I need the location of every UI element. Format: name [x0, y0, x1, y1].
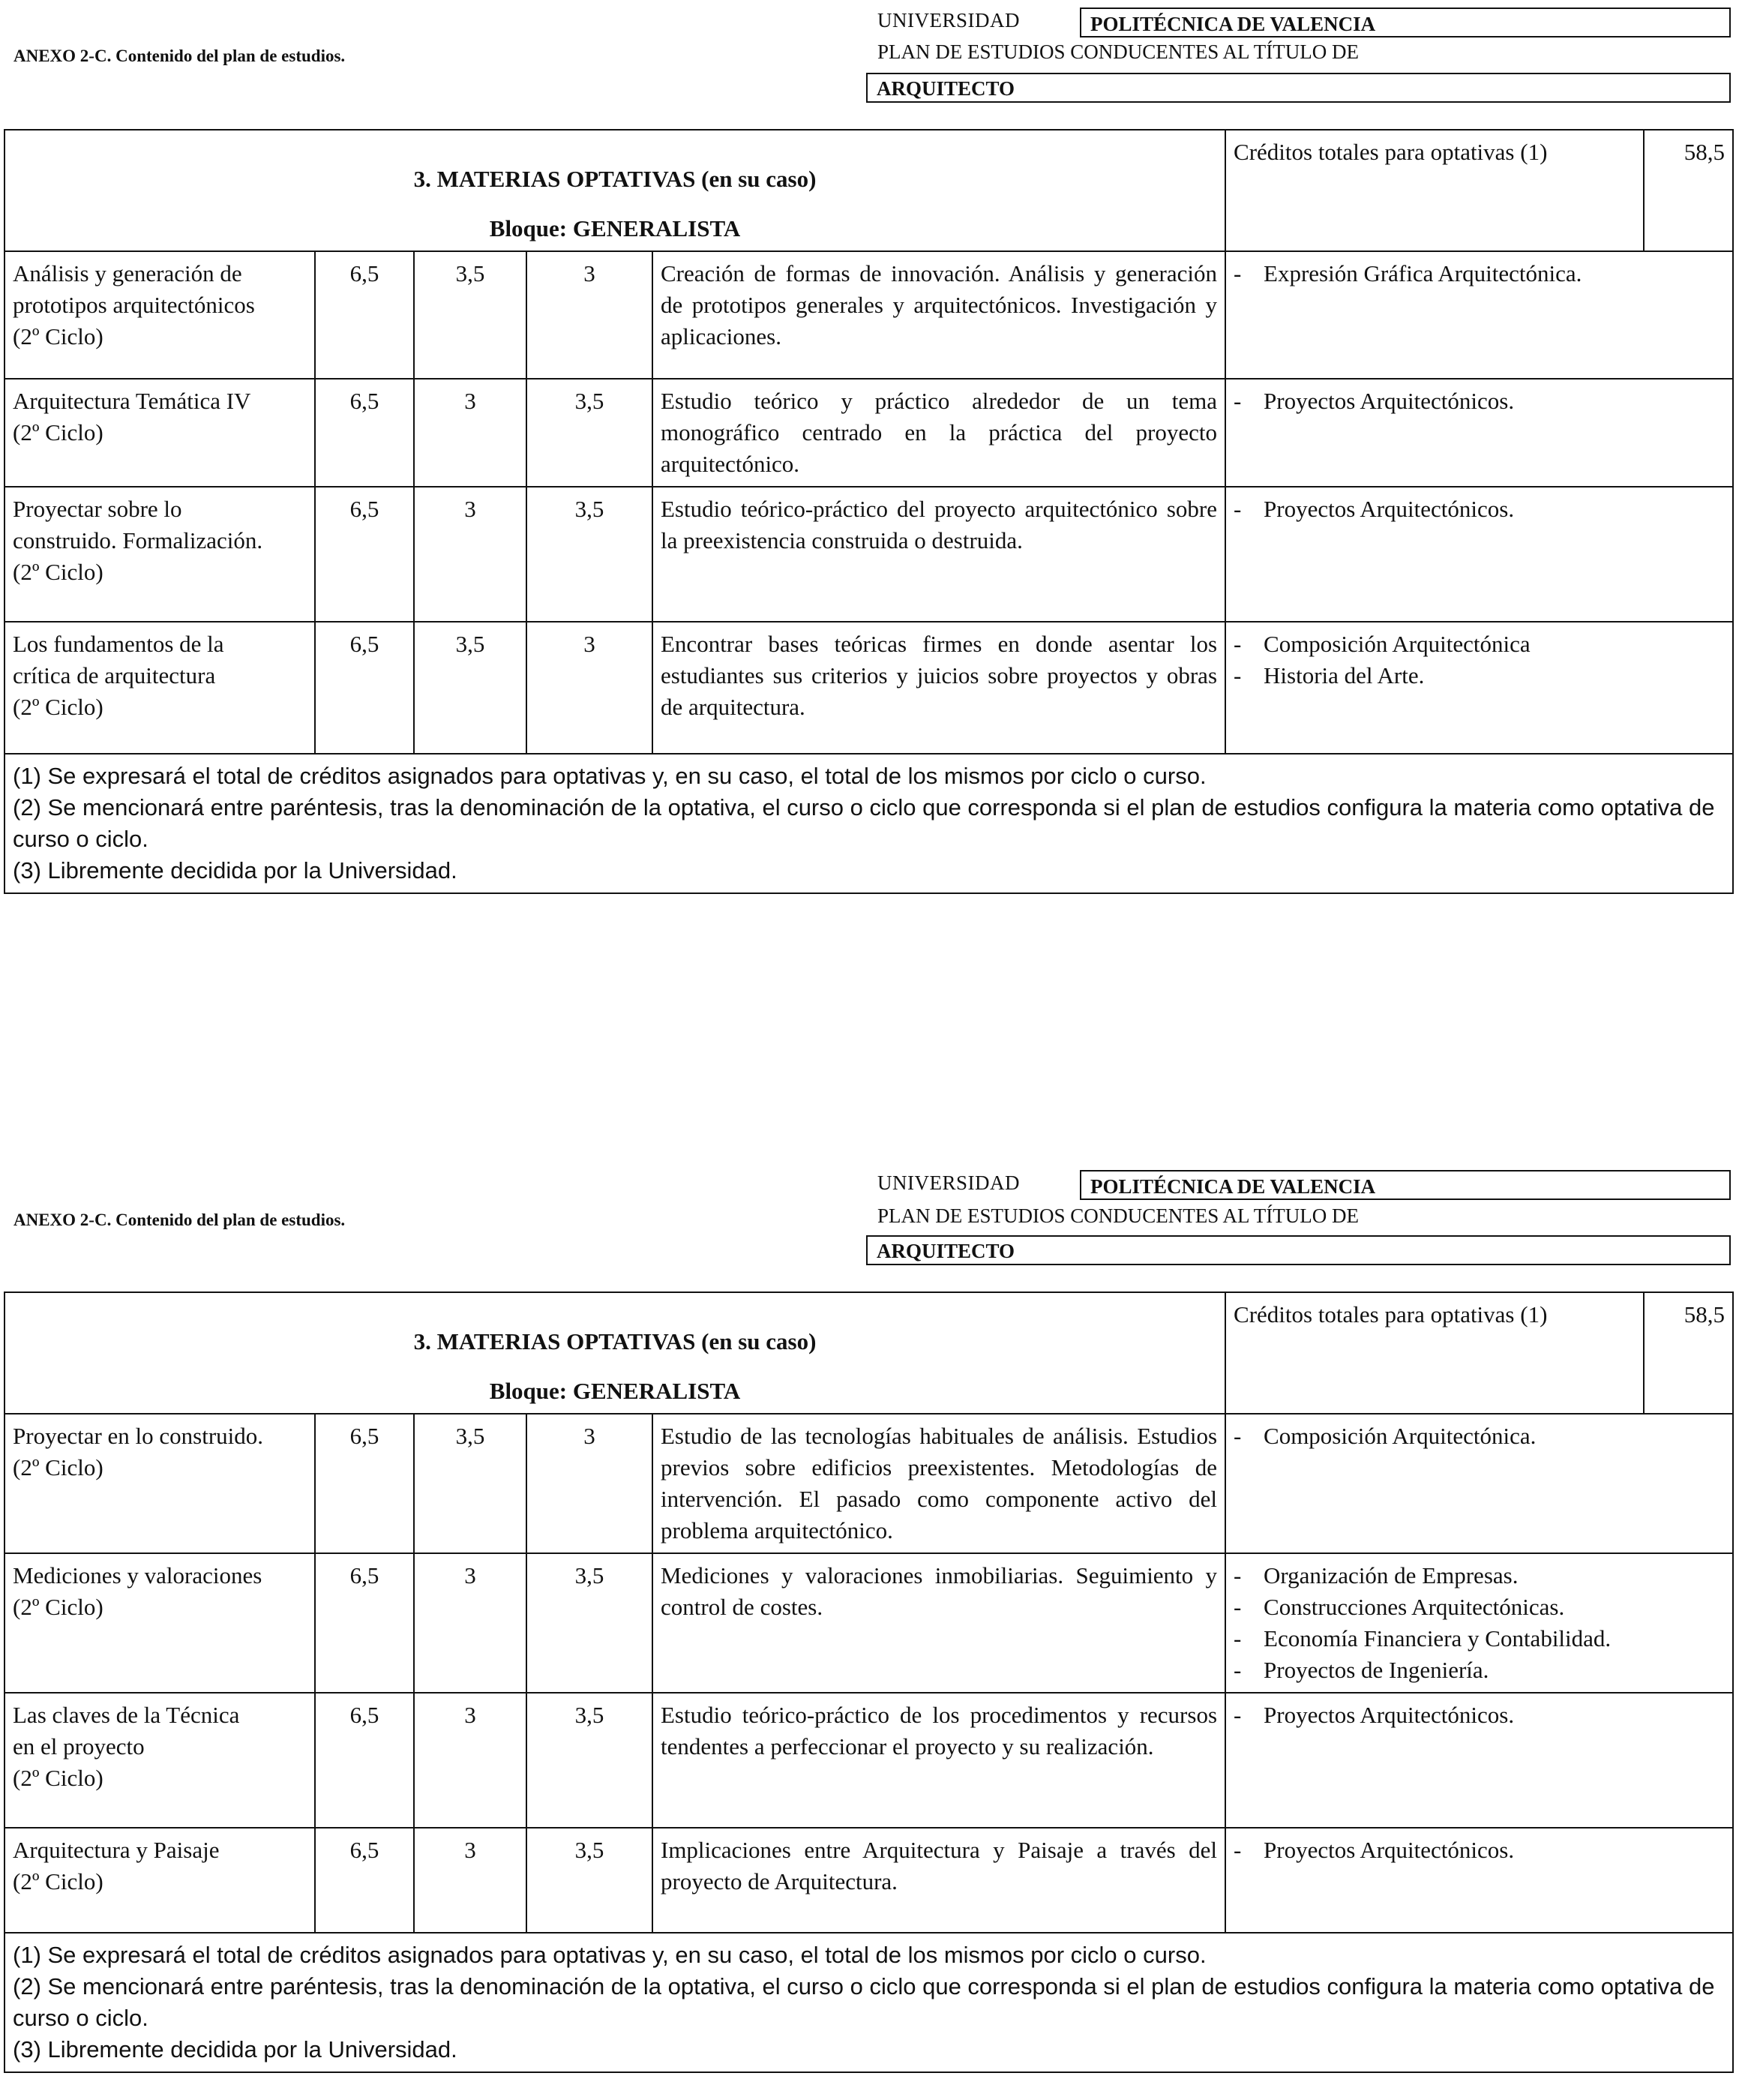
university-name: POLITÉCNICA DE VALENCIA [1080, 1170, 1731, 1200]
plan-line: PLAN DE ESTUDIOS CONDUCENTES AL TÍTULO DE [877, 40, 1359, 63]
section-title: 3. MATERIAS OPTATIVAS [413, 166, 696, 192]
subject-name: Proyectar en lo construido. (2º Ciclo) [4, 1414, 315, 1553]
theory-credits: 3 [414, 487, 526, 622]
credits-label: Créditos totales para optativas (1) [1225, 1292, 1644, 1414]
university-name: POLITÉCNICA DE VALENCIA [1080, 8, 1731, 38]
university-label: UNIVERSIDAD [877, 9, 1020, 32]
university-label: UNIVERSIDAD [877, 1172, 1020, 1194]
section-title-note: (en su caso) [701, 1328, 817, 1354]
subject-name: Mediciones y valoraciones (2º Ciclo) [4, 1553, 315, 1693]
table-row [4, 1414, 1733, 1553]
section-title: 3. MATERIAS OPTATIVAS [413, 1328, 696, 1354]
table-row [4, 622, 1733, 754]
knowledge-areas: - Organización de Empresas. - Construcciones Arquitectónicas. - Economía Financiera y Contabilidad. - Proyectos de Ingeniería. [1225, 1553, 1733, 1693]
subject-description: Mediciones y valoraciones inmobiliarias. Seguimiento y control de costes. [652, 1553, 1225, 1693]
table-row [4, 1553, 1733, 1693]
footnote-2: (2) Se mencionará entre paréntesis, tras la denominación de la optativa, el curso o ciclo que corresponda si el plan de estudios configura la materia como optativa de curso o ciclo. [13, 794, 1715, 852]
section-header [4, 130, 1225, 251]
footnote-1: (1) Se expresará el total de créditos asignados para optativas y, en su caso, el total de los mismos por ciclo o curso. [13, 1942, 1207, 1968]
theory-credits: 3 [414, 1693, 526, 1828]
page-2 [0, 1162, 1739, 2100]
practice-credits: 3,5 [526, 487, 652, 622]
table-row [4, 487, 1733, 622]
subject-description: Estudio de las tecnologías habituales de análisis. Estudios previos sobre edificios preexistentes. Metodologías de intervención. El pasado como componente activo del problema arquitectónico. [652, 1414, 1225, 1553]
footnote-1: (1) Se expresará el total de créditos asignados para optativas y, en su caso, el total de los mismos por ciclo o curso. [13, 763, 1207, 789]
total-credits: 6,5 [315, 487, 414, 622]
knowledge-areas: - Proyectos Arquitectónicos. [1225, 379, 1733, 487]
subjects-table [4, 1292, 1734, 2073]
total-credits: 6,5 [315, 1828, 414, 1933]
subject-description: Estudio teórico y práctico alrededor de un tema monográfico centrado en la práctica del proyecto arquitectónico. [652, 379, 1225, 487]
plan-line: PLAN DE ESTUDIOS CONDUCENTES AL TÍTULO DE [877, 1204, 1359, 1227]
theory-credits: 3 [414, 379, 526, 487]
theory-credits: 3 [414, 1553, 526, 1693]
theory-credits: 3,5 [414, 251, 526, 379]
practice-credits: 3,5 [526, 379, 652, 487]
practice-credits: 3 [526, 622, 652, 754]
subject-description: Encontrar bases teóricas firmes en donde asentar los estudiantes sus criterios y juicios sobre proyectos y obras de arquitectura. [652, 622, 1225, 754]
subject-name: Proyectar sobre lo construido. Formalización. (2º Ciclo) [4, 487, 315, 622]
subject-name: Arquitectura y Paisaje (2º Ciclo) [4, 1828, 315, 1933]
table-row [4, 1693, 1733, 1828]
footnote-3: (3) Libremente decidida por la Universidad. [13, 857, 457, 884]
theory-credits: 3,5 [414, 1414, 526, 1553]
section-header [4, 1292, 1225, 1414]
theory-credits: 3 [414, 1828, 526, 1933]
footnotes [4, 1933, 1733, 2072]
total-credits: 6,5 [315, 251, 414, 379]
table-row [4, 379, 1733, 487]
annex-title: ANEXO 2-C. Contenido del plan de estudios. [13, 46, 346, 65]
block-title: Bloque: GENERALISTA [489, 1378, 741, 1404]
knowledge-areas: - Expresión Gráfica Arquitectónica. [1225, 251, 1733, 379]
total-credits: 6,5 [315, 1414, 414, 1553]
total-credits: 6,5 [315, 1693, 414, 1828]
credits-value: 58,5 [1644, 130, 1733, 251]
credits-label: Créditos totales para optativas (1) [1225, 130, 1644, 251]
practice-credits: 3,5 [526, 1828, 652, 1933]
subject-description: Estudio teórico-práctico de los procedimentos y recursos tendentes a perfeccionar el proyecto y su realización. [652, 1693, 1225, 1828]
subject-name: Los fundamentos de la crítica de arquitectura (2º Ciclo) [4, 622, 315, 754]
footnotes [4, 754, 1733, 893]
total-credits: 6,5 [315, 379, 414, 487]
subject-description: Creación de formas de innovación. Análisis y generación de prototipos generales y arquitectónicos. Investigación y aplicaciones. [652, 251, 1225, 379]
subject-description: Estudio teórico-práctico del proyecto arquitectónico sobre la preexistencia construida o destruida. [652, 487, 1225, 622]
knowledge-areas: - Composición Arquitectónica. [1225, 1414, 1733, 1553]
credits-value: 58,5 [1644, 1292, 1733, 1414]
subject-name: Arquitectura Temática IV (2º Ciclo) [4, 379, 315, 487]
page-1 [0, 0, 1739, 938]
practice-credits: 3 [526, 1414, 652, 1553]
theory-credits: 3,5 [414, 622, 526, 754]
subject-description: Implicaciones entre Arquitectura y Paisaje a través del proyecto de Arquitectura. [652, 1828, 1225, 1933]
table-row [4, 251, 1733, 379]
subject-name: Las claves de la Técnica en el proyecto (2º Ciclo) [4, 1693, 315, 1828]
section-title-note: (en su caso) [701, 166, 817, 192]
footnote-3: (3) Libremente decidida por la Universidad. [13, 2036, 457, 2062]
knowledge-areas: - Composición Arquitectónica - Historia del Arte. [1225, 622, 1733, 754]
practice-credits: 3,5 [526, 1693, 652, 1828]
annex-title: ANEXO 2-C. Contenido del plan de estudios. [13, 1210, 346, 1229]
total-credits: 6,5 [315, 622, 414, 754]
knowledge-areas: - Proyectos Arquitectónicos. [1225, 1828, 1733, 1933]
practice-credits: 3,5 [526, 1553, 652, 1693]
subjects-table [4, 129, 1734, 894]
practice-credits: 3 [526, 251, 652, 379]
knowledge-areas: - Proyectos Arquitectónicos. [1225, 487, 1733, 622]
total-credits: 6,5 [315, 1553, 414, 1693]
footnote-2: (2) Se mencionará entre paréntesis, tras la denominación de la optativa, el curso o ciclo que corresponda si el plan de estudios configura la materia como optativa de curso o ciclo. [13, 1973, 1715, 2031]
degree-title: ARQUITECTO [866, 1235, 1731, 1265]
knowledge-areas: - Proyectos Arquitectónicos. [1225, 1693, 1733, 1828]
subject-name: Análisis y generación de prototipos arquitectónicos (2º Ciclo) [4, 251, 315, 379]
block-title: Bloque: GENERALISTA [489, 215, 741, 242]
degree-title: ARQUITECTO [866, 73, 1731, 103]
table-row [4, 1828, 1733, 1933]
